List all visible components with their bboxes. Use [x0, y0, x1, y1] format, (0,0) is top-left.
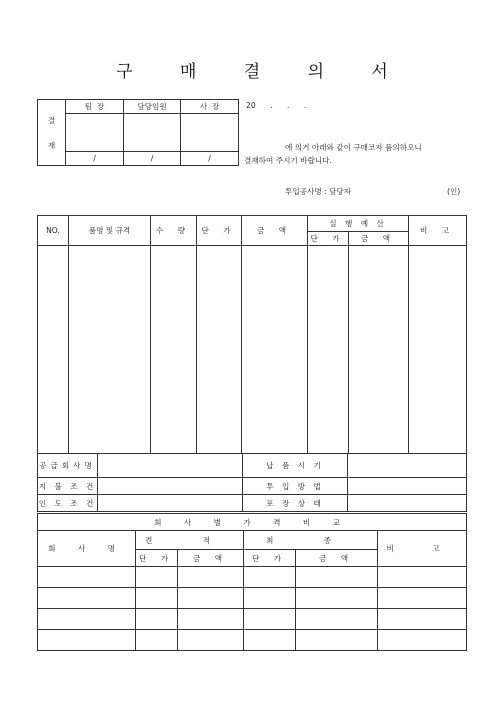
- payment-terms-value[interactable]: [98, 478, 243, 495]
- comparison-rows: [38, 567, 467, 651]
- document-title: 구 매 결 의 서: [116, 62, 409, 82]
- date-line: 20 . . .: [246, 101, 307, 110]
- cell-no[interactable]: [38, 246, 69, 454]
- delivery-date-value[interactable]: [348, 454, 467, 478]
- header-budget-unit-price: 단 가: [308, 232, 349, 246]
- item-body-row: [38, 246, 467, 454]
- comparison-cell[interactable]: [378, 588, 467, 609]
- comparison-cell[interactable]: [136, 609, 178, 630]
- comparison-cell[interactable]: [178, 630, 244, 651]
- header-budget: 실 행 예 산: [308, 216, 409, 232]
- approval-role-president: 사 장: [181, 100, 239, 114]
- comparison-remarks-header: 비 고: [378, 531, 467, 567]
- approval-date-executive[interactable]: /: [124, 152, 181, 166]
- approval-box: [37, 99, 239, 166]
- header-qty: 수 량: [151, 216, 197, 246]
- comparison-final-header: 최 종: [244, 531, 378, 550]
- cell-unit-price[interactable]: [197, 246, 242, 454]
- comparison-company-header: 회 사 명: [38, 531, 136, 567]
- cell-budget-unit-price[interactable]: [308, 246, 349, 454]
- comparison-final-amount: 금 액: [296, 550, 378, 567]
- cell-qty[interactable]: [151, 246, 197, 454]
- item-table: [37, 215, 467, 454]
- header-remarks: 비 고: [409, 216, 467, 246]
- comparison-row: [38, 630, 467, 651]
- comparison-cell[interactable]: [136, 588, 178, 609]
- approval-label-top: 결: [47, 115, 56, 125]
- comparison-cell[interactable]: [38, 588, 136, 609]
- cell-remarks[interactable]: [409, 246, 467, 454]
- header-budget-amount: 금 액: [349, 232, 409, 246]
- intro-line-2: 결재하여 주시기 바랍니다.: [244, 156, 332, 165]
- cell-amount[interactable]: [242, 246, 308, 454]
- comparison-cell[interactable]: [38, 609, 136, 630]
- signature-seal: (인): [447, 187, 461, 196]
- approval-date-president[interactable]: /: [181, 152, 239, 166]
- supplier-value[interactable]: [98, 454, 243, 478]
- cell-name-spec[interactable]: [69, 246, 151, 454]
- delivery-terms-label: 인 도 조 건: [38, 495, 98, 512]
- packing-label: 포 장 상 태: [243, 495, 348, 512]
- comparison-cell[interactable]: [296, 630, 378, 651]
- comparison-quote-header: 견 적: [136, 531, 244, 550]
- comparison-cell[interactable]: [136, 630, 178, 651]
- comparison-cell[interactable]: [296, 609, 378, 630]
- comparison-cell[interactable]: [178, 567, 244, 588]
- approval-date-team-lead[interactable]: /: [66, 152, 124, 166]
- comparison-final-unit-price: 단 가: [244, 550, 296, 567]
- comparison-cell[interactable]: [244, 567, 296, 588]
- approval-sign-team-lead[interactable]: [66, 114, 124, 152]
- comparison-row: [38, 567, 467, 588]
- header-unit-price: 단 가: [197, 216, 242, 246]
- comparison-row: [38, 609, 467, 630]
- approval-sign-executive[interactable]: [124, 114, 181, 152]
- comparison-cell[interactable]: [178, 609, 244, 630]
- cell-budget-amount[interactable]: [349, 246, 409, 454]
- comparison-cell[interactable]: [38, 567, 136, 588]
- supplier-label: 공급회사명: [38, 454, 98, 478]
- approval-role-executive: 담당임원: [124, 100, 181, 114]
- comparison-quote-amount: 금 액: [178, 550, 244, 567]
- comparison-cell[interactable]: [244, 609, 296, 630]
- comparison-row: [38, 588, 467, 609]
- comparison-cell[interactable]: [244, 630, 296, 651]
- comparison-quote-unit-price: 단 가: [136, 550, 178, 567]
- comparison-cell[interactable]: [378, 567, 467, 588]
- delivery-terms-value[interactable]: [98, 495, 243, 512]
- comparison-cell[interactable]: [136, 567, 178, 588]
- packing-value[interactable]: [348, 495, 467, 512]
- comparison-cell[interactable]: [378, 630, 467, 651]
- approval-sign-president[interactable]: [181, 114, 239, 152]
- input-method-value[interactable]: [348, 478, 467, 495]
- comparison-cell[interactable]: [178, 588, 244, 609]
- comparison-cell[interactable]: [378, 609, 467, 630]
- comparison-table: [37, 513, 467, 651]
- delivery-date-label: 납 품 시 기: [243, 454, 348, 478]
- comparison-title: 회 사 별 가 격 비 교: [38, 514, 467, 531]
- header-amount: 금 액: [242, 216, 308, 246]
- header-no: NO.: [38, 216, 69, 246]
- comparison-cell[interactable]: [244, 588, 296, 609]
- approval-label: [38, 100, 66, 166]
- signature-label: 투입공사명 : 담당자: [285, 187, 352, 196]
- comparison-cell[interactable]: [38, 630, 136, 651]
- input-method-label: 투 입 방 법: [243, 478, 348, 495]
- payment-terms-label: 지 불 조 건: [38, 478, 98, 495]
- approval-role-team-lead: 팀 장: [66, 100, 124, 114]
- intro-line-1: 에 의거 아래와 같이 구매코자 품의하오니: [285, 143, 422, 152]
- comparison-cell[interactable]: [296, 567, 378, 588]
- info-table: [37, 453, 467, 512]
- comparison-cell[interactable]: [296, 588, 378, 609]
- approval-label-bottom: 재: [47, 140, 56, 150]
- header-name-spec: 품명 및 규격: [69, 216, 151, 246]
